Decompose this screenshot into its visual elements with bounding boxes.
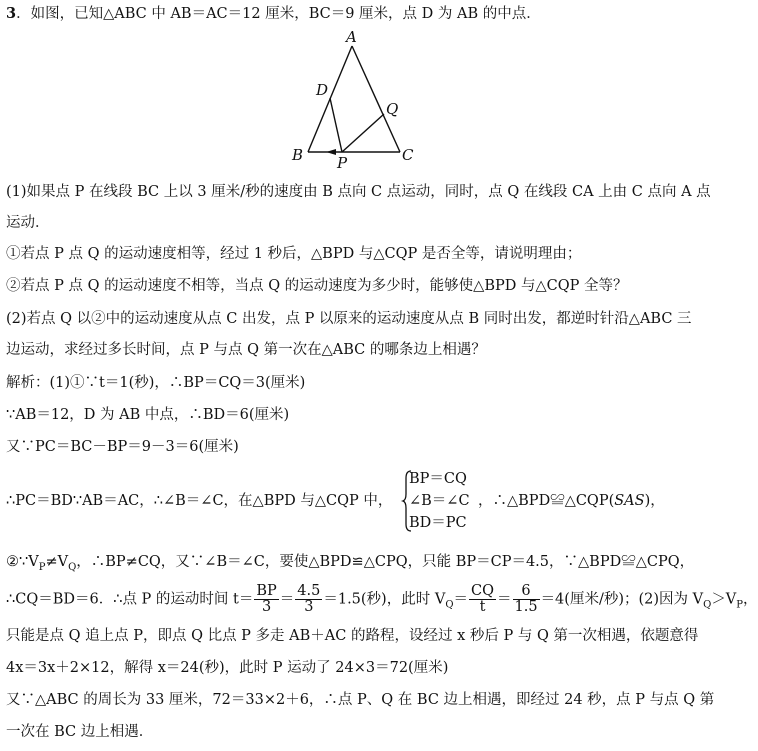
subscript-q-3: Q — [703, 599, 712, 611]
solution-6-d: ＝4(厘米/秒)；(2)因为 V — [540, 591, 704, 608]
system-row-3: BD＝PC — [409, 515, 467, 531]
fraction-1-den: 3 — [261, 599, 272, 615]
fraction-3-den: t — [479, 599, 486, 615]
fraction-cq-over-t — [469, 584, 496, 615]
subscript-q: Q — [68, 561, 77, 573]
fraction-bp-over-3 — [254, 584, 278, 615]
solution-line-5 — [6, 552, 694, 578]
conclusion-text: ，∴△BPD≌△CQP( — [478, 493, 615, 509]
problem-title: ．如图，已知△ABC 中 AB＝AC＝12 厘米，BC＝9 厘米，点 D 为 AB 的中点． — [16, 6, 541, 22]
solution-line-3: 又∵PC＝BC－BP＝9－3＝6(厘米) — [6, 439, 239, 455]
segment-pq — [342, 114, 384, 152]
label-q: Q — [386, 100, 399, 118]
solution-line-1: 解析：(1)①∵t＝1(秒)，∴BP＝CQ＝3(厘米) — [6, 375, 306, 391]
solution-line-9: 又∵△ABC 的周长为 33 厘米，72＝33×2＋6，∴点 P、Q 在 BC 边上相遇，即经过 24 秒，点 P 与点 Q 第 — [6, 692, 715, 708]
solution-line-7: 只能是点 Q 追上点 P，即点 Q 比点 P 多走 AB＋AC 的路程，设经过 x 秒后 P 与 Q 第一次相遇，依题意得 — [6, 628, 699, 644]
question-1-line-1: (1)如果点 P 在线段 BC 上以 3 厘米/秒的速度由 B 点向 C 点运动，同时，点 Q 在线段 CA 上由 C 点向 A 点 — [6, 184, 711, 200]
subscript-q-2: Q — [445, 599, 454, 611]
question-1-line-2: 运动． — [6, 215, 50, 231]
fraction-1-num: BP — [256, 583, 277, 599]
fraction-2-den: 3 — [304, 599, 314, 615]
solution-line-2: ∵AB＝12，D 为 AB 中点，∴BD＝6(厘米) — [6, 407, 290, 423]
problem-title-line — [6, 4, 541, 24]
equals-sign: ＝ — [279, 591, 295, 608]
arrow-icon — [326, 149, 336, 155]
label-a: A — [346, 28, 357, 46]
solution-5-c: ，∴BP≠CQ，又∵∠B＝∠C，要使△BPD≌△CPQ，只能 BP＝CP＝4.5，∵△BPD≌△CPQ， — [76, 554, 695, 570]
fraction-4-den: 1.5 — [514, 599, 538, 615]
segment-dp — [330, 98, 342, 152]
conclusion-end: )， — [644, 493, 665, 509]
solution-line-10: 一次在 BC 边上相遇． — [6, 724, 154, 740]
solution-line-8: 4x＝3x＋2×12，解得 x＝24(秒)，此时 P 运动了 24×3＝72(厘米) — [6, 660, 449, 676]
system-row-1: BP＝CQ — [409, 471, 467, 487]
solution-line-4-left: ∴PC＝BD∵AB＝AC，∴∠B＝∠C，在△BPD 与△CQP 中， — [6, 493, 393, 509]
fraction-3-num: CQ — [471, 583, 494, 599]
solution-5-b: ≠V — [45, 554, 69, 570]
label-p: P — [337, 154, 348, 172]
label-b: B — [292, 146, 304, 164]
fraction-2-num: 4.5 — [297, 583, 321, 599]
sas-label: SAS — [614, 493, 645, 509]
solution-line-6 — [6, 584, 758, 615]
label-c: C — [402, 146, 414, 164]
label-d: D — [316, 81, 329, 99]
solution-6-a: ∴CQ＝BD＝6．∴点 P 的运动时间 t＝ — [6, 591, 254, 608]
solution-6-b: ＝1.5(秒)，此时 V — [323, 591, 446, 608]
triangle-figure — [286, 28, 426, 170]
subscript-p: P — [38, 561, 46, 573]
solution-6-e: ＞V — [711, 591, 737, 608]
solution-5-a: ②∵V — [6, 554, 39, 570]
solution-6-f: ， — [743, 591, 758, 608]
fraction-4-num: 6 — [513, 584, 540, 600]
fraction-4-5-over-3 — [295, 584, 322, 615]
question-1-part-ii: ②若点 P 点 Q 的运动速度不相等，当点 Q 的运动速度为多少时，能够使△BPD 与△CQP 全等？ — [6, 278, 628, 294]
solution-line-4-right — [478, 491, 665, 511]
problem-number: 3 — [6, 5, 17, 22]
subscript-p-2: P — [736, 599, 744, 611]
solution-6-c: ＝ — [453, 591, 469, 608]
question-2-line-1: (2)若点 Q 以②中的运动速度从点 C 出发，点 P 以原来的运动速度从点 B 同时出发，都逆时针沿△ABC 三 — [6, 311, 692, 327]
equals-sign-2: ＝ — [497, 591, 512, 608]
fraction-6-over-1-5 — [513, 584, 540, 615]
question-1-part-i: ①若点 P 点 Q 的运动速度相等，经过 1 秒后，△BPD 与△CQP 是否全等，请说明理由； — [6, 246, 582, 262]
question-2-line-2: 边运动，求经过多长时间，点 P 与点 Q 第一次在△ABC 的哪条边上相遇？ — [6, 342, 486, 358]
system-row-2: ∠B＝∠C — [409, 493, 470, 509]
